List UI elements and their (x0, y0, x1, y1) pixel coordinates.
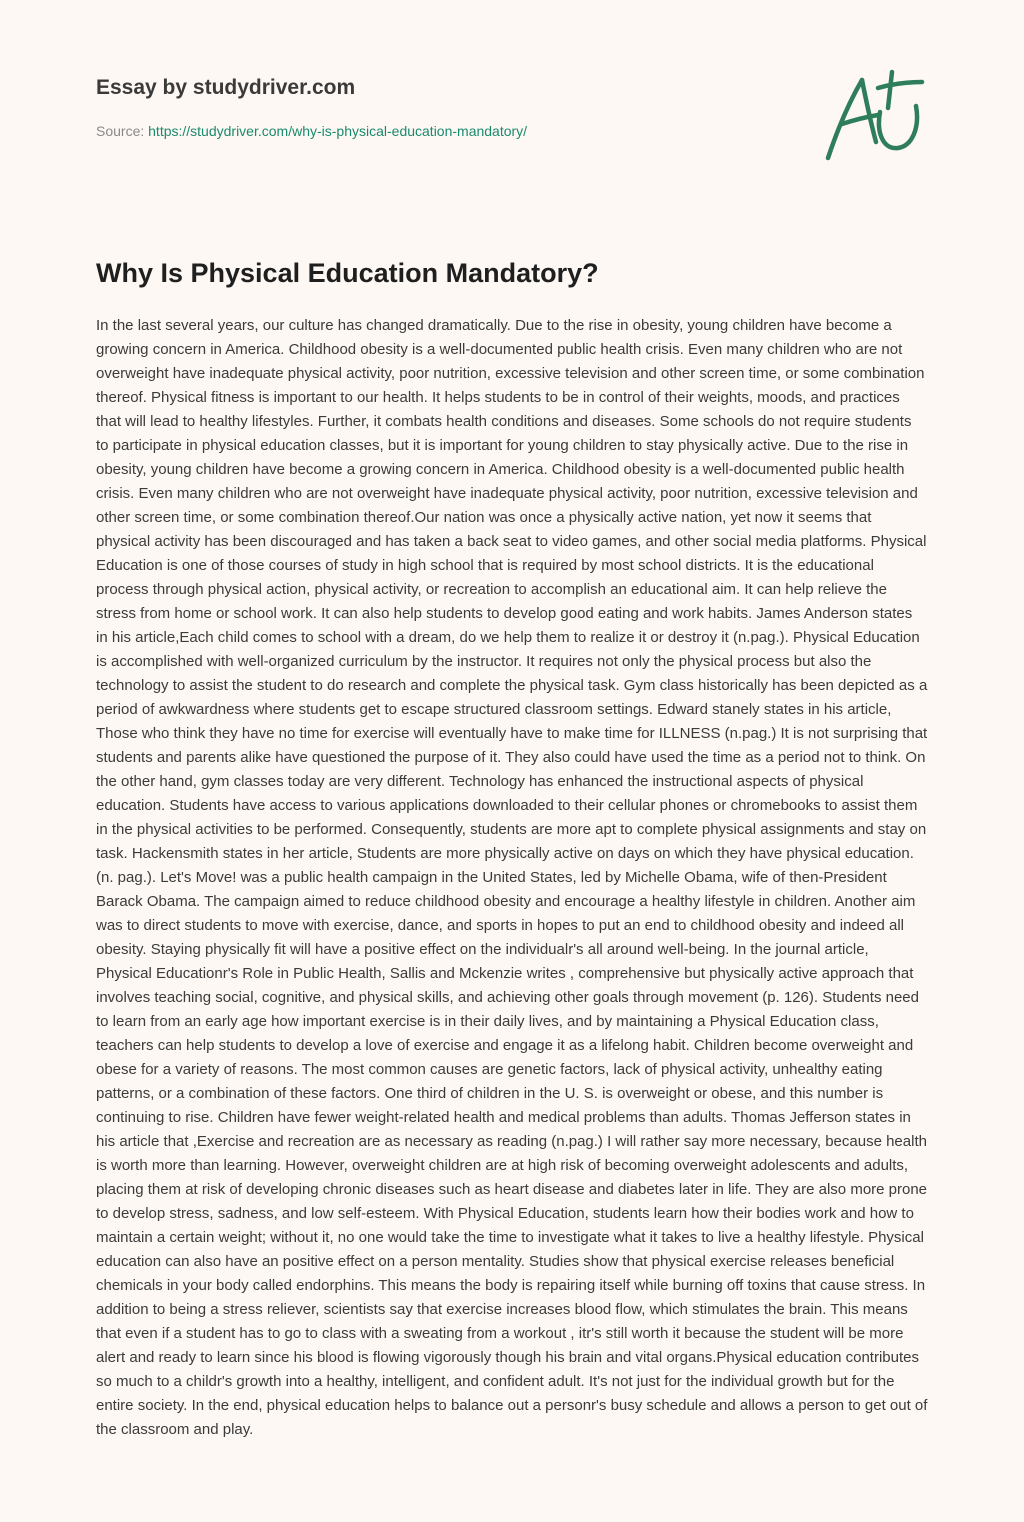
source-link[interactable]: https://studydriver.com/why-is-physical-education-mandatory/ (148, 123, 528, 139)
site-title: Essay by studydriver.com (96, 76, 356, 99)
page-header (96, 0, 936, 200)
source-label: Source: (96, 123, 145, 139)
essay-title: Why Is Physical Education Mandatory? (96, 258, 599, 288)
source-line (96, 123, 527, 139)
essay-body: In the last several years, our culture has changed dramatically. Due to the rise in obesity, young children have become a growing concern in America. Childhood obesity is a well-documented public health crisis. Even many children who are not overweight have inadequate physical activity, poor nutrition, excessive television and other screen time, or some combination thereof. Physical fitness is important to our health. It helps students to be in control of their weights, moods, and practices that will lead to healthy lifestyles. Further, it combats health conditions and diseases. Some schools do not require students to participate in physical education classes, but it is important for young children to stay physically active. Due to the rise in obesity, young children have become a growing concern in America. Childhood obesity is a well-documented public health crisis. Even many children who are not overweight have inadequate physical activity, poor nutrition, excessive television and other screen time, or some combination thereof.Our nation was once a physically active nation, yet now it seems that physical activity has been discouraged and has taken a back seat to video games, and other social media platforms. Physical Education is one of those courses of study in high school that is required by most school districts. It is the educational process through physical action, physical activity, or recreation to accomplish an educational aim. It can help relieve the stress from home or school work. It can also help students to develop good eating and work habits. James Anderson states in his article,Each child comes to school with a dream, do we help them to realize it or destroy it (n.pag.). Physical Education is accomplished with well-organized curriculum by the instructor. It requires not only the physical process but also the technology to assist the student to do research and complete the physical task. Gym class historically has been depicted as a period of awkwardness where students get to escape structured classroom settings. Edward stanely states in his article, Those who think they have no time for exercise will eventually have to make time for ILLNESS (n.pag.) It is not surprising that students and parents alike have questioned the purpose of it. They also could have used the time as a period not to think. On the other hand, gym classes today are very different. Technology has enhanced the instructional aspects of physical education. Students have access to various applications downloaded to their cellular phones or chromebooks to assist them in the physical activities to be performed. Consequently, students are more apt to complete physical assignments and stay on task. Hackensmith states in her article, Students are more physically active on days on which they have physical education. (n. pag.). Let's Move! was a public health campaign in the United States, led by Michelle Obama, wife of then-President Barack Obama. The campaign aimed to reduce childhood obesity and encourage a healthy lifestyle in children. Another aim was to direct students to move with exercise, dance, and sports in hopes to put an end to childhood obesity and indeed all obesity. Staying physically fit will have a positive effect on the individualr's all around well-being. In the journal article, Physical Educationr's Role in Public Health, Sallis and Mckenzie writes , comprehensive but physically active approach that involves teaching social, cognitive, and physical skills, and achieving other goals through movement (p. 126). Students need to learn from an early age how important exercise is in their daily lives, and by maintaining a Physical Education class, teachers can help students to develop a love of exercise and engage it as a lifelong habit. Children become overweight and obese for a variety of reasons. The most common causes are genetic factors, lack of physical activity, unhealthy eating patterns, or a combination of these factors. One third of children in the U. S. is overweight or obese, and this number is continuing to rise. Children have fewer weight-related health and medical problems than adults. Thomas Jefferson states in his article that ,Exercise and recreation are as necessary as reading (n.pag.) I will rather say more necessary, because health is worth more than learning. However, overweight children are at high risk of becoming overweight adolescents and adults, placing them at risk of developing chronic diseases such as heart disease and diabetes later in life. They are also more prone to develop stress, sadness, and low self-esteem. With Physical Education, students learn how their bodies work and how to maintain a certain weight; without it, no one would take the time to investigate what it takes to live a healthy lifestyle. Physical education can also have an positive effect on a person mentality. Studies show that physical exercise releases beneficial chemicals in your body called endorphins. This means the body is repairing itself while burning off toxins that cause stress. In addition to being a stress reliever, scientists say that exercise increases blood flow, which stimulates the brain. This means that even if a student has to go to class with a sweating from a workout , itr's still worth it because the student will be more alert and ready to learn since his blood is flowing vigorously though his brain and vital organs.Physical education contributes so much to a childr's growth into a healthy, intelligent, and confident adult. It's not just for the individual growth but for the entire society. In the end, physical education helps to balance out a personr's busy schedule and allows a person to get out of the classroom and play. (96, 317, 928, 1438)
a-plus-logo-icon (822, 68, 926, 164)
